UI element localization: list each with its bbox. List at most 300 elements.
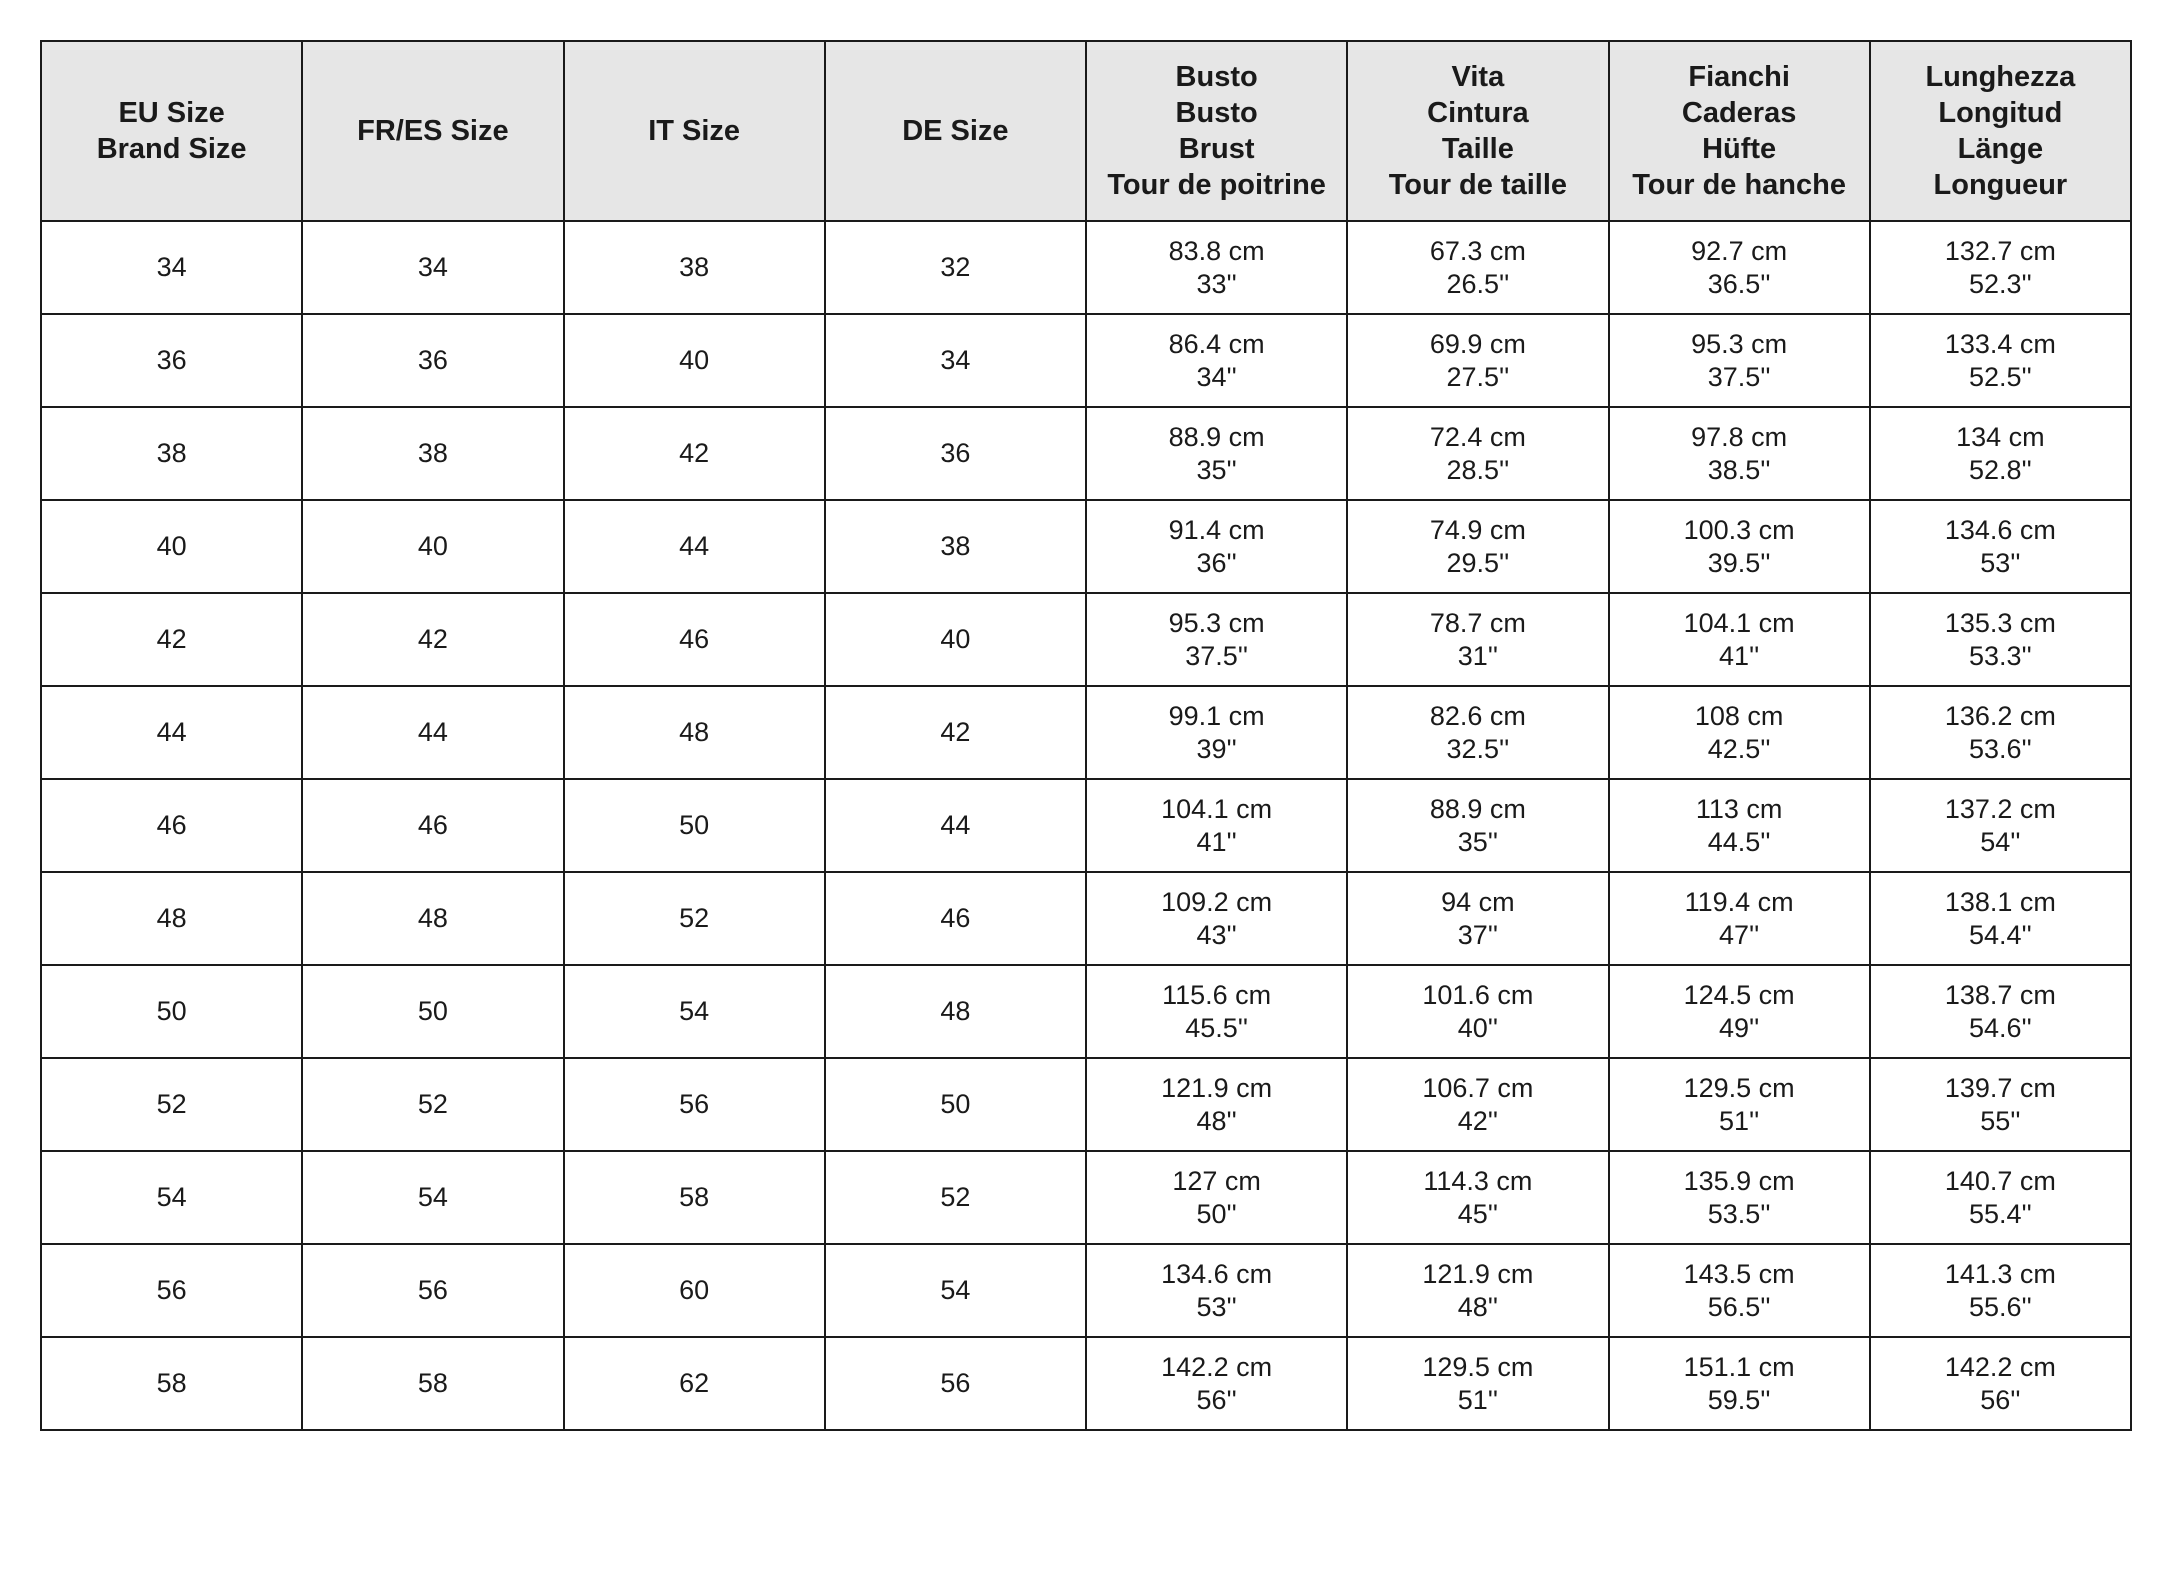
cell-value: 36 bbox=[940, 438, 971, 468]
cell-value: 50 bbox=[940, 1089, 971, 1119]
table-cell bbox=[1086, 872, 1347, 965]
table-cell bbox=[564, 221, 825, 314]
cell-value: 139.7 cm bbox=[1944, 1072, 2056, 1103]
cell-value: 138.7 cm bbox=[1944, 979, 2056, 1010]
cell-value: 53.5'' bbox=[1707, 1198, 1771, 1229]
cell-value: 54 bbox=[940, 1275, 971, 1305]
table-cell bbox=[1870, 221, 2131, 314]
cell-value: 151.1 cm bbox=[1683, 1351, 1795, 1382]
table-row bbox=[41, 1058, 2131, 1151]
cell-value: 54'' bbox=[1980, 826, 2021, 857]
table-cell bbox=[302, 407, 563, 500]
cell-value: 91.4 cm bbox=[1168, 514, 1265, 545]
cell-value: 133.4 cm bbox=[1944, 328, 2056, 359]
table-cell bbox=[1609, 221, 1870, 314]
cell-value: 37.5'' bbox=[1185, 640, 1249, 671]
cell-value: 33'' bbox=[1196, 268, 1237, 299]
table-row bbox=[41, 407, 2131, 500]
table-cell bbox=[1609, 779, 1870, 872]
table-cell bbox=[1347, 965, 1608, 1058]
table-cell bbox=[1870, 1337, 2131, 1430]
table-cell bbox=[1347, 314, 1608, 407]
table-row bbox=[41, 1337, 2131, 1430]
cell-value: 50 bbox=[679, 810, 710, 840]
header-label: FR/ES Size bbox=[357, 115, 509, 147]
cell-value: 37.5'' bbox=[1707, 361, 1771, 392]
table-cell bbox=[1347, 1244, 1608, 1337]
table-cell bbox=[1870, 872, 2131, 965]
table-cell bbox=[1609, 965, 1870, 1058]
cell-value: 36.5'' bbox=[1707, 268, 1771, 299]
cell-value: 108 cm bbox=[1694, 700, 1784, 731]
cell-value: 52.5'' bbox=[1968, 361, 2032, 392]
cell-value: 53'' bbox=[1980, 547, 2021, 578]
table-cell bbox=[1347, 221, 1608, 314]
cell-value: 56'' bbox=[1980, 1384, 2021, 1415]
cell-value: 38 bbox=[940, 531, 971, 561]
table-cell bbox=[564, 314, 825, 407]
header-label: Länge bbox=[1957, 133, 2044, 165]
size-chart-table bbox=[40, 40, 2132, 1431]
table-cell bbox=[564, 1337, 825, 1430]
cell-value: 48 bbox=[417, 903, 448, 933]
cell-value: 34'' bbox=[1196, 361, 1237, 392]
table-cell bbox=[1609, 1244, 1870, 1337]
cell-value: 109.2 cm bbox=[1161, 886, 1273, 917]
table-cell bbox=[1347, 1058, 1608, 1151]
table-cell bbox=[825, 1337, 1086, 1430]
cell-value: 36 bbox=[156, 345, 187, 375]
table-cell bbox=[825, 407, 1086, 500]
table-cell bbox=[825, 1244, 1086, 1337]
cell-value: 134 cm bbox=[1956, 421, 2045, 452]
cell-value: 56 bbox=[679, 1089, 710, 1119]
cell-value: 41'' bbox=[1196, 826, 1237, 857]
cell-value: 95.3 cm bbox=[1168, 607, 1265, 638]
cell-value: 143.5 cm bbox=[1683, 1258, 1795, 1289]
table-cell bbox=[825, 1151, 1086, 1244]
table-cell bbox=[1086, 1244, 1347, 1337]
table-row bbox=[41, 872, 2131, 965]
table-cell bbox=[1086, 1337, 1347, 1430]
cell-value: 45'' bbox=[1457, 1198, 1499, 1229]
header-label: Vita bbox=[1451, 61, 1505, 93]
table-cell bbox=[1870, 314, 2131, 407]
table-cell bbox=[302, 1151, 563, 1244]
cell-value: 142.2 cm bbox=[1944, 1351, 2056, 1382]
cell-value: 121.9 cm bbox=[1161, 1072, 1273, 1103]
table-cell bbox=[1870, 500, 2131, 593]
cell-value: 47'' bbox=[1718, 919, 1760, 950]
cell-value: 114.3 cm bbox=[1423, 1165, 1533, 1196]
table-cell bbox=[41, 221, 302, 314]
cell-value: 42 bbox=[679, 438, 710, 468]
cell-value: 40 bbox=[679, 345, 710, 375]
table-cell bbox=[302, 314, 563, 407]
table-cell bbox=[564, 872, 825, 965]
cell-value: 104.1 cm bbox=[1161, 793, 1273, 824]
cell-value: 42 bbox=[156, 624, 187, 654]
table-cell bbox=[1870, 593, 2131, 686]
cell-value: 119.4 cm bbox=[1684, 886, 1794, 917]
table-cell bbox=[41, 1058, 302, 1151]
cell-value: 104.1 cm bbox=[1683, 607, 1795, 638]
cell-value: 35'' bbox=[1196, 454, 1237, 485]
table-cell bbox=[302, 779, 563, 872]
column-header bbox=[825, 41, 1086, 221]
table-cell bbox=[1609, 593, 1870, 686]
table-cell bbox=[1870, 407, 2131, 500]
table-cell bbox=[41, 1151, 302, 1244]
cell-value: 135.3 cm bbox=[1944, 607, 2056, 638]
table-cell bbox=[1870, 686, 2131, 779]
cell-value: 28.5'' bbox=[1446, 454, 1510, 485]
table-row bbox=[41, 314, 2131, 407]
cell-value: 100.3 cm bbox=[1683, 514, 1795, 545]
cell-value: 138.1 cm bbox=[1944, 886, 2056, 917]
table-cell bbox=[564, 1151, 825, 1244]
table-cell bbox=[302, 221, 563, 314]
cell-value: 135.9 cm bbox=[1683, 1165, 1795, 1196]
table-cell bbox=[1347, 500, 1608, 593]
cell-value: 46 bbox=[417, 810, 448, 840]
cell-value: 39'' bbox=[1196, 733, 1237, 764]
cell-value: 40 bbox=[940, 624, 971, 654]
table-header bbox=[41, 41, 2131, 221]
cell-value: 42 bbox=[417, 624, 448, 654]
header-label: EU Size bbox=[118, 97, 225, 129]
cell-value: 83.8 cm bbox=[1168, 235, 1265, 266]
cell-value: 106.7 cm bbox=[1422, 1072, 1534, 1103]
table-cell bbox=[302, 500, 563, 593]
cell-value: 44.5'' bbox=[1707, 826, 1771, 857]
table-cell bbox=[1870, 1244, 2131, 1337]
table-cell bbox=[564, 1244, 825, 1337]
header-label: Fianchi bbox=[1688, 61, 1790, 93]
table-cell bbox=[1086, 314, 1347, 407]
cell-value: 60 bbox=[679, 1275, 710, 1305]
table-cell bbox=[1609, 686, 1870, 779]
column-header bbox=[1609, 41, 1870, 221]
table-cell bbox=[1086, 500, 1347, 593]
cell-value: 82.6 cm bbox=[1429, 700, 1526, 731]
header-label: Caderas bbox=[1681, 97, 1797, 129]
cell-value: 56 bbox=[940, 1368, 971, 1398]
table-cell bbox=[825, 314, 1086, 407]
table-cell bbox=[1870, 1058, 2131, 1151]
cell-value: 44 bbox=[156, 717, 187, 747]
table-cell bbox=[1347, 593, 1608, 686]
cell-value: 95.3 cm bbox=[1691, 328, 1788, 359]
table-cell bbox=[564, 500, 825, 593]
header-label: Lunghezza bbox=[1925, 61, 2076, 93]
cell-value: 121.9 cm bbox=[1422, 1258, 1534, 1289]
table-cell bbox=[1086, 593, 1347, 686]
cell-value: 74.9 cm bbox=[1429, 514, 1526, 545]
header-row bbox=[41, 41, 2131, 221]
cell-value: 52 bbox=[940, 1182, 971, 1212]
cell-value: 32 bbox=[940, 252, 971, 282]
cell-value: 40 bbox=[417, 531, 448, 561]
table-cell bbox=[302, 593, 563, 686]
cell-value: 56 bbox=[156, 1275, 187, 1305]
table-cell bbox=[1086, 221, 1347, 314]
table-cell bbox=[1086, 1058, 1347, 1151]
cell-value: 31'' bbox=[1457, 640, 1499, 671]
cell-value: 86.4 cm bbox=[1168, 328, 1265, 359]
cell-value: 52.3'' bbox=[1968, 268, 2032, 299]
table-cell bbox=[41, 1244, 302, 1337]
table-cell bbox=[564, 686, 825, 779]
cell-value: 56 bbox=[417, 1275, 448, 1305]
table-body bbox=[41, 221, 2131, 1430]
cell-value: 113 cm bbox=[1695, 793, 1783, 824]
cell-value: 56'' bbox=[1196, 1384, 1237, 1415]
table-cell bbox=[564, 779, 825, 872]
cell-value: 132.7 cm bbox=[1944, 235, 2056, 266]
table-cell bbox=[825, 965, 1086, 1058]
table-cell bbox=[825, 872, 1086, 965]
cell-value: 43'' bbox=[1196, 919, 1237, 950]
cell-value: 53.3'' bbox=[1968, 640, 2032, 671]
cell-value: 51'' bbox=[1718, 1105, 1760, 1136]
table-cell bbox=[1609, 407, 1870, 500]
cell-value: 88.9 cm bbox=[1168, 421, 1265, 452]
cell-value: 53.6'' bbox=[1968, 733, 2032, 764]
cell-value: 137.2 cm bbox=[1944, 793, 2056, 824]
cell-value: 52 bbox=[679, 903, 710, 933]
cell-value: 44 bbox=[417, 717, 448, 747]
table-cell bbox=[1609, 872, 1870, 965]
header-label: Longitud bbox=[1938, 97, 2063, 129]
header-label: Cintura bbox=[1427, 97, 1529, 129]
cell-value: 38.5'' bbox=[1707, 454, 1771, 485]
cell-value: 124.5 cm bbox=[1683, 979, 1795, 1010]
cell-value: 58 bbox=[156, 1368, 187, 1398]
table-cell bbox=[41, 686, 302, 779]
cell-value: 50'' bbox=[1196, 1198, 1237, 1229]
cell-value: 42.5'' bbox=[1707, 733, 1771, 764]
header-label: Brand Size bbox=[96, 133, 247, 165]
table-cell bbox=[1347, 1337, 1608, 1430]
table-cell bbox=[1086, 686, 1347, 779]
cell-value: 55.6'' bbox=[1968, 1291, 2032, 1322]
table-cell bbox=[302, 872, 563, 965]
cell-value: 55.4'' bbox=[1968, 1198, 2032, 1229]
header-label: Hüfte bbox=[1702, 133, 1777, 165]
column-header bbox=[302, 41, 563, 221]
table-cell bbox=[1870, 965, 2131, 1058]
cell-value: 136.2 cm bbox=[1944, 700, 2056, 731]
table-cell bbox=[825, 593, 1086, 686]
cell-value: 140.7 cm bbox=[1944, 1165, 2056, 1196]
cell-value: 42 bbox=[940, 717, 971, 747]
cell-value: 49'' bbox=[1718, 1012, 1760, 1043]
cell-value: 58 bbox=[679, 1182, 710, 1212]
cell-value: 69.9 cm bbox=[1429, 328, 1526, 359]
cell-value: 101.6 cm bbox=[1422, 979, 1534, 1010]
cell-value: 92.7 cm bbox=[1691, 235, 1788, 266]
cell-value: 45.5'' bbox=[1185, 1012, 1249, 1043]
column-header bbox=[1086, 41, 1347, 221]
table-cell bbox=[41, 779, 302, 872]
cell-value: 46 bbox=[679, 624, 710, 654]
header-label: IT Size bbox=[648, 115, 741, 147]
table-row bbox=[41, 500, 2131, 593]
table-row bbox=[41, 686, 2131, 779]
table-row bbox=[41, 593, 2131, 686]
cell-value: 54.6'' bbox=[1968, 1012, 2032, 1043]
table-cell bbox=[41, 407, 302, 500]
cell-value: 78.7 cm bbox=[1429, 607, 1526, 638]
cell-value: 134.6 cm bbox=[1161, 1258, 1273, 1289]
cell-value: 50 bbox=[156, 996, 187, 1026]
cell-value: 38 bbox=[156, 438, 187, 468]
cell-value: 34 bbox=[417, 252, 448, 282]
cell-value: 62 bbox=[679, 1368, 710, 1398]
table-row bbox=[41, 1151, 2131, 1244]
cell-value: 134.6 cm bbox=[1944, 514, 2056, 545]
cell-value: 99.1 cm bbox=[1168, 700, 1265, 731]
table-row bbox=[41, 221, 2131, 314]
table-cell bbox=[1609, 1058, 1870, 1151]
table-cell bbox=[564, 593, 825, 686]
cell-value: 141.3 cm bbox=[1944, 1258, 2056, 1289]
cell-value: 94 cm bbox=[1441, 886, 1515, 917]
cell-value: 48 bbox=[940, 996, 971, 1026]
table-cell bbox=[1609, 1337, 1870, 1430]
table-cell bbox=[302, 686, 563, 779]
column-header bbox=[41, 41, 302, 221]
table-cell bbox=[302, 1244, 563, 1337]
table-cell bbox=[1347, 779, 1608, 872]
cell-value: 67.3 cm bbox=[1429, 235, 1526, 266]
table-cell bbox=[1086, 965, 1347, 1058]
cell-value: 142.2 cm bbox=[1161, 1351, 1273, 1382]
header-label: Tour de hanche bbox=[1632, 169, 1846, 201]
column-header bbox=[564, 41, 825, 221]
table-cell bbox=[1086, 1151, 1347, 1244]
cell-value: 35'' bbox=[1457, 826, 1499, 857]
cell-value: 39.5'' bbox=[1707, 547, 1771, 578]
column-header bbox=[1347, 41, 1608, 221]
table-cell bbox=[1086, 779, 1347, 872]
cell-value: 32.5'' bbox=[1446, 733, 1510, 764]
cell-value: 54 bbox=[156, 1182, 187, 1212]
cell-value: 27.5'' bbox=[1446, 361, 1510, 392]
cell-value: 52 bbox=[156, 1089, 187, 1119]
cell-value: 34 bbox=[156, 252, 187, 282]
cell-value: 52.8'' bbox=[1968, 454, 2032, 485]
cell-value: 52 bbox=[417, 1089, 448, 1119]
cell-value: 55'' bbox=[1980, 1105, 2021, 1136]
cell-value: 53'' bbox=[1196, 1291, 1237, 1322]
cell-value: 37'' bbox=[1457, 919, 1499, 950]
table-row bbox=[41, 1244, 2131, 1337]
cell-value: 36'' bbox=[1196, 547, 1237, 578]
cell-value: 88.9 cm bbox=[1429, 793, 1526, 824]
cell-value: 48'' bbox=[1457, 1291, 1499, 1322]
table-cell bbox=[41, 872, 302, 965]
cell-value: 46 bbox=[156, 810, 187, 840]
table-row bbox=[41, 965, 2131, 1058]
table-row bbox=[41, 779, 2131, 872]
table-cell bbox=[41, 314, 302, 407]
cell-value: 36 bbox=[417, 345, 448, 375]
cell-value: 54 bbox=[679, 996, 710, 1026]
cell-value: 127 cm bbox=[1172, 1165, 1261, 1196]
cell-value: 115.6 cm bbox=[1162, 979, 1272, 1010]
table-cell bbox=[41, 500, 302, 593]
cell-value: 46 bbox=[940, 903, 971, 933]
table-cell bbox=[302, 1058, 563, 1151]
cell-value: 54 bbox=[417, 1182, 448, 1212]
table-cell bbox=[1347, 686, 1608, 779]
header-label: Taille bbox=[1441, 133, 1514, 165]
table-cell bbox=[302, 1337, 563, 1430]
table-cell bbox=[1870, 1151, 2131, 1244]
table-cell bbox=[1870, 779, 2131, 872]
header-label: Busto bbox=[1175, 97, 1258, 129]
cell-value: 72.4 cm bbox=[1429, 421, 1526, 452]
table-cell bbox=[1086, 407, 1347, 500]
table-cell bbox=[41, 1337, 302, 1430]
header-label: Tour de taille bbox=[1388, 169, 1568, 201]
table-cell bbox=[41, 593, 302, 686]
table-cell bbox=[1347, 1151, 1608, 1244]
cell-value: 48 bbox=[679, 717, 710, 747]
table-cell bbox=[825, 1058, 1086, 1151]
table-cell bbox=[1347, 407, 1608, 500]
column-header bbox=[1870, 41, 2131, 221]
header-label: DE Size bbox=[902, 115, 1009, 147]
cell-value: 38 bbox=[679, 252, 710, 282]
cell-value: 129.5 cm bbox=[1683, 1072, 1795, 1103]
table-cell bbox=[825, 686, 1086, 779]
cell-value: 26.5'' bbox=[1446, 268, 1510, 299]
table-cell bbox=[564, 407, 825, 500]
header-label: Tour de poitrine bbox=[1107, 169, 1326, 201]
cell-value: 54.4'' bbox=[1968, 919, 2032, 950]
cell-value: 29.5'' bbox=[1446, 547, 1510, 578]
cell-value: 50 bbox=[417, 996, 448, 1026]
cell-value: 44 bbox=[940, 810, 971, 840]
table-cell bbox=[1609, 314, 1870, 407]
cell-value: 34 bbox=[940, 345, 971, 375]
header-label: Longueur bbox=[1933, 169, 2068, 201]
table-cell bbox=[825, 500, 1086, 593]
cell-value: 48'' bbox=[1196, 1105, 1237, 1136]
table-cell bbox=[825, 221, 1086, 314]
cell-value: 40'' bbox=[1457, 1012, 1499, 1043]
cell-value: 44 bbox=[679, 531, 710, 561]
cell-value: 42'' bbox=[1457, 1105, 1499, 1136]
cell-value: 58 bbox=[417, 1368, 448, 1398]
table-cell bbox=[302, 965, 563, 1058]
cell-value: 41'' bbox=[1718, 640, 1760, 671]
cell-value: 51'' bbox=[1457, 1384, 1499, 1415]
table-cell bbox=[1347, 872, 1608, 965]
cell-value: 97.8 cm bbox=[1691, 421, 1788, 452]
cell-value: 40 bbox=[156, 531, 187, 561]
header-label: Busto bbox=[1175, 61, 1258, 93]
table-cell bbox=[1609, 1151, 1870, 1244]
cell-value: 48 bbox=[156, 903, 187, 933]
table-cell bbox=[41, 965, 302, 1058]
cell-value: 38 bbox=[417, 438, 448, 468]
header-label: Brust bbox=[1178, 133, 1255, 165]
cell-value: 59.5'' bbox=[1707, 1384, 1771, 1415]
